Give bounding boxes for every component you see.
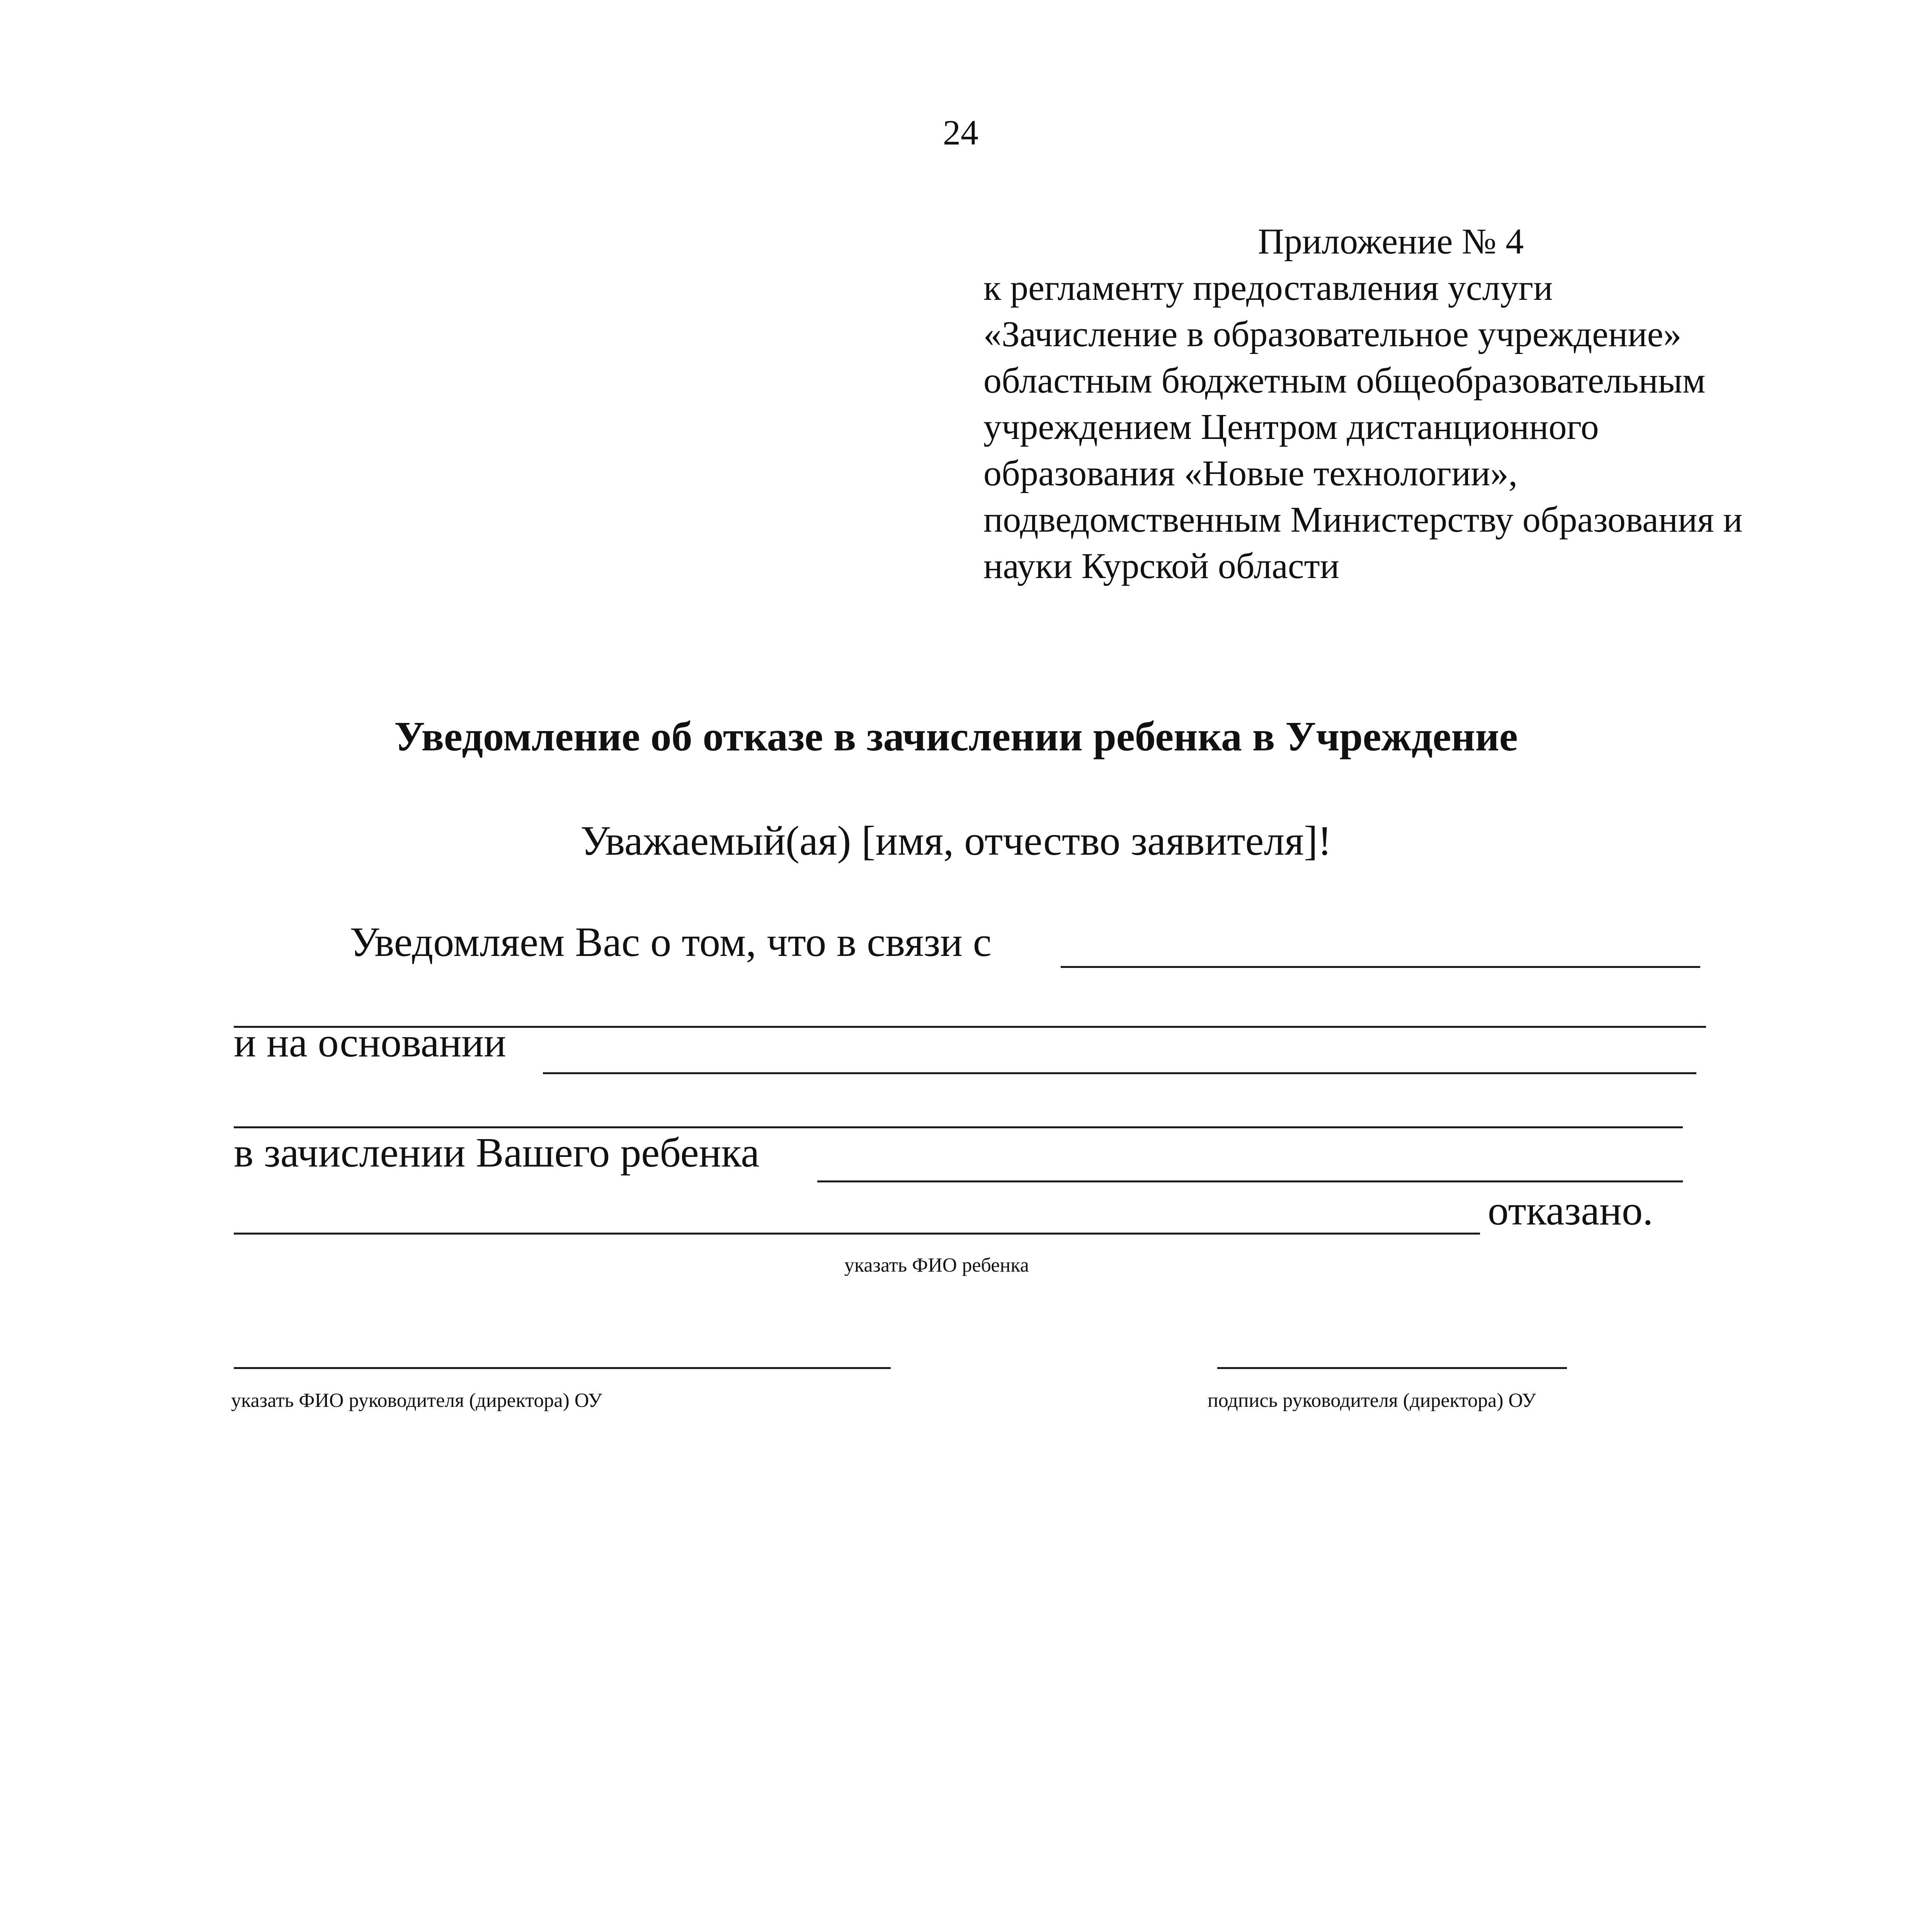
appendix-header [983,218,1834,589]
appendix-line: образования «Новые технологии», [983,453,1518,493]
appendix-line: подведомственным Министерству образования и [983,500,1743,540]
appendix-line: областным бюджетным общеобразовательным [983,361,1706,401]
reason-blank[interactable] [1061,966,1700,968]
director-signature-caption: подпись руководителя (директора) ОУ [1208,1389,1536,1412]
child-name-caption: указать ФИО ребенка [844,1254,1029,1276]
director-name-blank[interactable] [234,1367,891,1369]
page-number: 24 [943,113,978,152]
reason-label: Уведомляем Вас о том, что в связи с [350,919,992,965]
basis-label: и на основании [234,1020,506,1066]
child-enrollment-label: в зачислении Вашего ребенка [234,1130,760,1176]
appendix-title: Приложение № 4 [1258,221,1524,262]
refused-text: отказано. [1488,1188,1653,1234]
appendix-line: учреждением Центром дистанционного [983,407,1599,447]
basis-blank-continued[interactable] [234,1126,1683,1128]
director-signature-blank[interactable] [1217,1367,1567,1369]
greeting: Уважаемый(ая) [имя, отчество заявителя]! [580,818,1332,864]
appendix-line: науки Курской области [983,546,1339,586]
child-name-blank-continued[interactable] [234,1233,1480,1235]
director-name-caption: указать ФИО руководителя (директора) ОУ [231,1389,602,1412]
appendix-line: «Зачисление в образовательное учреждение» [983,314,1682,354]
document-title: Уведомление об отказе в зачислении ребенка в Учреждение [394,714,1518,760]
child-name-blank[interactable] [817,1180,1683,1182]
basis-blank[interactable] [543,1072,1696,1074]
appendix-line: к регламенту предоставления услуги [983,268,1553,308]
